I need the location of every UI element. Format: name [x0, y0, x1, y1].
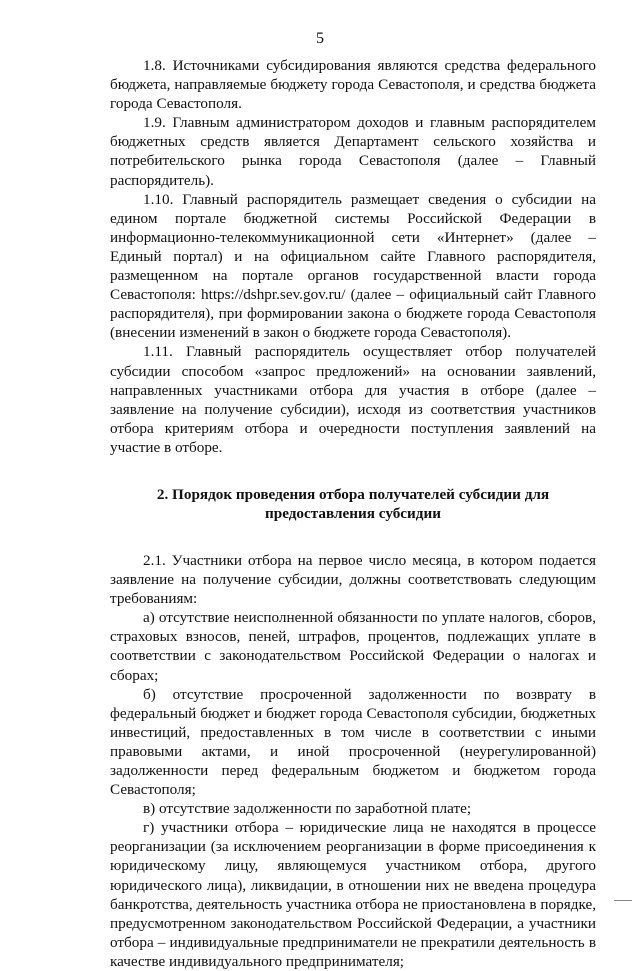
paragraph-2-1: 2.1. Участники отбора на первое число месяца, в котором подается заявление на получение субсидии, должны соответствовать следующим требованиям:: [110, 551, 596, 608]
paragraph-1-8: 1.8. Источниками субсидирования являются средства федерального бюджета, направляемые бюджету города Севастополя, и средства бюджета города Севастополя.: [110, 57, 596, 113]
requirement-b: б) отсутствие просроченной задолженности по возврату в федеральный бюджет и бюджет города Севастополя субсидии, бюджетных инвестиций, предоставленных в том числе в соответствии с иными правовыми актами, и иной просроченной (неурегулированной) задолженности перед федеральным бюджетом и бюджетом города Севастополя;: [110, 685, 596, 799]
section-heading: 2. Порядок проведения отбора получателей субсидии для предоставления субсидии: [156, 485, 550, 523]
paragraph-1-11: 1.11. Главный распорядитель осуществляет отбор получателей субсидии способом «запрос предложений» на основании заявлений, направленных участниками отбора для участия в отборе (далее – заявление на получение субсидии), исходя из соответствия участников отбора критериям отбора и очередности поступления заявлений на участие в отборе.: [110, 343, 596, 456]
document-body: [110, 56, 596, 971]
requirement-v: в) отсутствие задолженности по заработной плате;: [143, 800, 472, 818]
paragraph-1-10: 1.10. Главный распорядитель размещает сведения о субсидии на едином портале бюджетной системы Российской Федерации в информационно-телекоммуникационной сети «Интернет» (далее – Единый портал) и на официальном сайте Главного распорядителя, размещенном на портале органов государственной власти города Севастополя: https://dshpr.sev.gov.ru/ (далее – официальный сайт Главного распорядителя), при формировании закона о бюджете города Севастополя (внесении изменений в закон о бюджете города Севастополя).: [110, 190, 596, 342]
page-number: 5: [316, 30, 324, 47]
requirement-g: г) участники отбора – юридические лица не находятся в процессе реорганизации (за исключением реорганизации в форме присоединения к юридическому лицу, являющемуся участником отбора, другого юридического лица), ликвидации, в отношении них не введена процедура банкротства, деятельность участника отбора не приостановлена в порядке, предусмотренном законодательством Российской Федерации, а участники отбора – индивидуальные предприниматели не прекратили деятельность в качестве индивидуального предпринимателя;: [110, 819, 596, 970]
paragraph-1-9: 1.9. Главным администратором доходов и главным распорядителем бюджетных средств является Департамент сельского хозяйства и потребительского рынка города Севастополя (далее – Главный распорядитель).: [110, 114, 596, 189]
scan-corner-mark: [614, 900, 632, 901]
requirement-a: а) отсутствие неисполненной обязанности по уплате налогов, сборов, страховых взносов, пеней, штрафов, процентов, подлежащих уплате в соответствии с законодательством Российской Федерации о налогах и сборах;: [110, 609, 596, 684]
